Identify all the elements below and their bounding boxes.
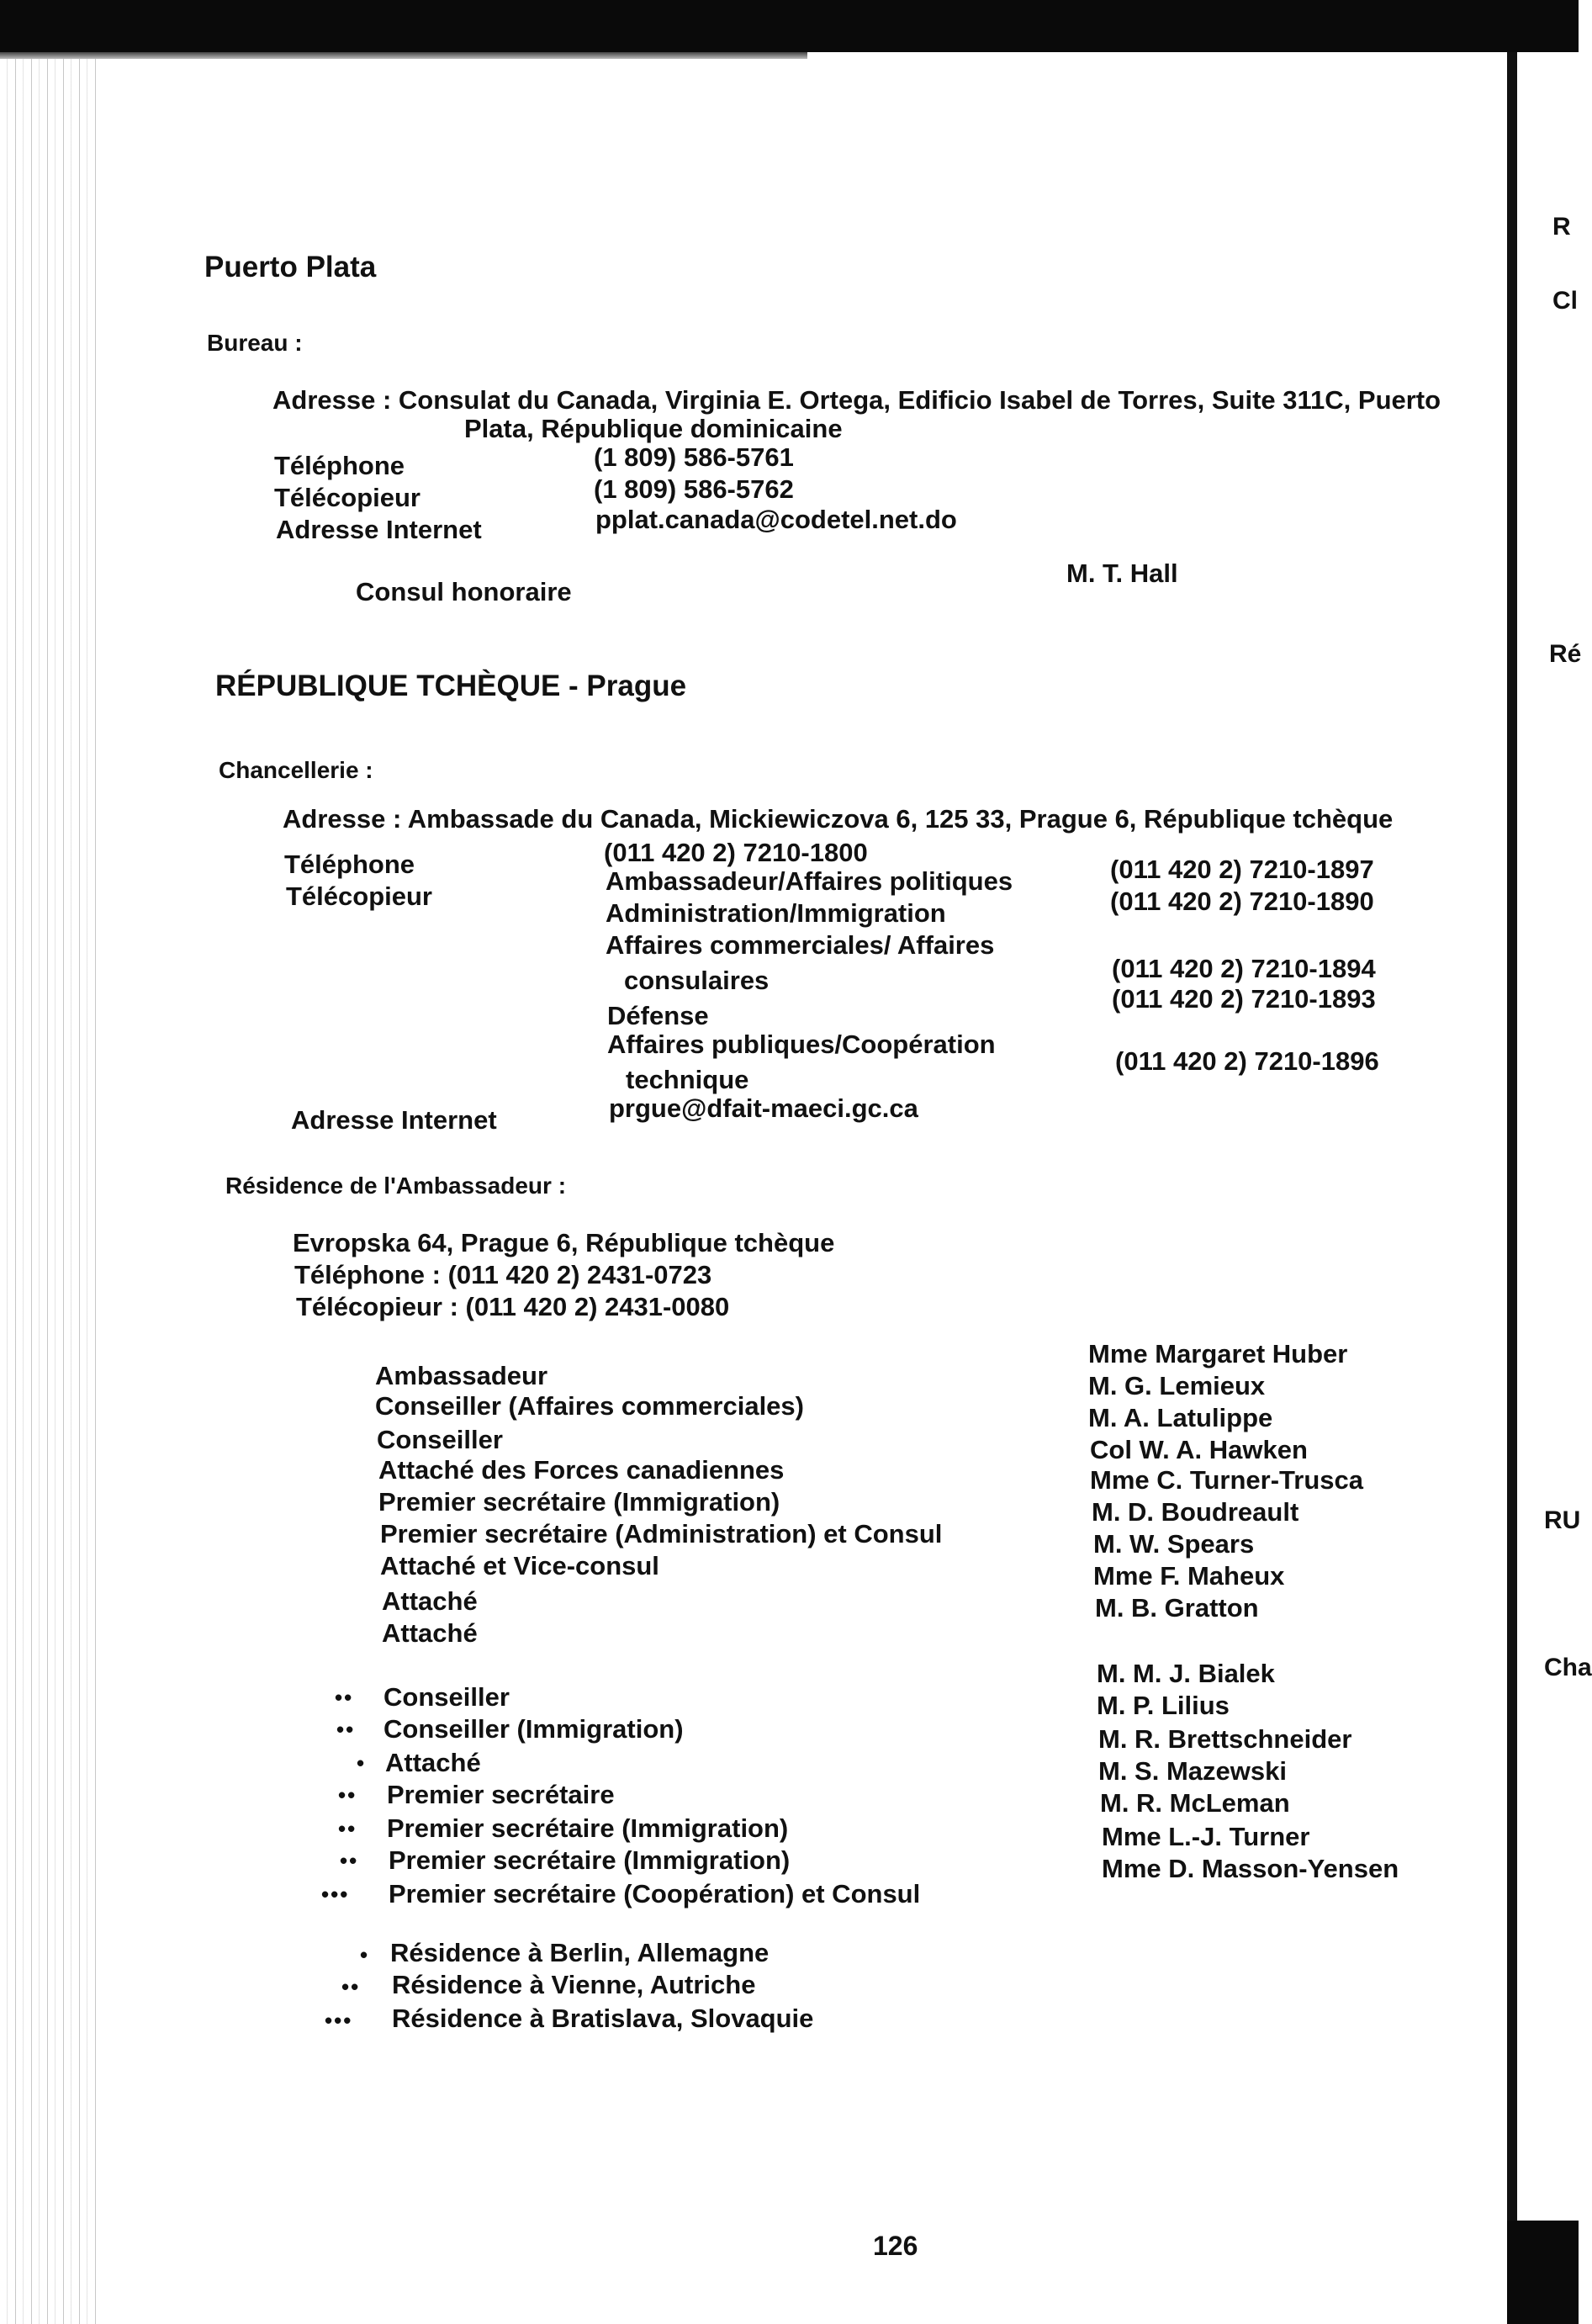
residence-mark: • (357, 1750, 367, 1776)
staff-title: Premier secrétaire (Administration) et Consul (380, 1519, 943, 1548)
nonresident-title: Premier secrétaire (387, 1780, 615, 1809)
fax-value: (1 809) 586-5762 (594, 474, 794, 504)
residence-label: Résidence de l'Ambassadeur : (225, 1173, 567, 1199)
staff-title: Conseiller (Affaires commerciales) (375, 1391, 804, 1421)
fax-line-number: (011 420 2) 7210-1893 (1112, 984, 1376, 1014)
czech-address: Adresse : Ambassade du Canada, Mickiewiczova 6, 125 33, Prague 6, République tchèque (283, 804, 1394, 834)
bureau-label: Bureau : (207, 330, 303, 356)
staff-name: M. A. Latulippe (1088, 1403, 1273, 1432)
staff-title: Premier secrétaire (Immigration) (378, 1487, 780, 1517)
nonresident-title: Premier secrétaire (Coopération) et Consul (389, 1879, 921, 1908)
consul-title: Consul honoraire (356, 577, 572, 606)
legend-text: Résidence à Vienne, Autriche (392, 1970, 756, 1999)
nonresident-title: Attaché (385, 1748, 481, 1777)
next-page-fragment: RU (1544, 1506, 1581, 1534)
czech-phone-value: (011 420 2) 7210-1800 (604, 838, 868, 867)
consul-name: M. T. Hall (1066, 559, 1178, 588)
nonresident-name: M. R. Brettschneider (1098, 1724, 1352, 1754)
staff-title: Conseiller (377, 1425, 503, 1454)
scan-top-border (0, 0, 1579, 52)
scan-binding-shadow (1507, 52, 1517, 2324)
phone-label: Téléphone (274, 451, 405, 480)
nonresident-name: M. P. Lilius (1097, 1691, 1230, 1720)
staff-title: Attaché et Vice-consul (380, 1551, 659, 1580)
czech-internet-label: Adresse Internet (291, 1105, 497, 1135)
legend-mark: ••• (325, 2008, 353, 2033)
residence-mark: •• (336, 1717, 356, 1742)
fax-line-label-cont: consulaires (624, 966, 770, 995)
fax-line-label: Affaires publiques/Coopération (607, 1030, 996, 1059)
staff-name: Mme C. Turner-Trusca (1090, 1465, 1364, 1495)
legend-mark: •• (341, 1974, 361, 1999)
page-number: 126 (873, 2231, 918, 2261)
fax-line-label: Ambassadeur/Affaires politiques (606, 866, 1013, 896)
chancellery-label: Chancellerie : (219, 757, 373, 783)
nonresident-name: M. R. McLeman (1100, 1788, 1290, 1818)
fax-line-number: (011 420 2) 7210-1894 (1112, 954, 1376, 983)
fax-label: Télécopieur (274, 483, 420, 512)
residence-address: Evropska 64, Prague 6, République tchèque (293, 1228, 835, 1257)
fax-line-label: Affaires commerciales/ Affaires (606, 930, 995, 960)
czech-internet-value: prgue@dfait-maeci.gc.ca (609, 1093, 918, 1123)
scan-left-page-edges (0, 59, 101, 2324)
fax-line-number: (011 420 2) 7210-1897 (1110, 855, 1374, 884)
czech-fax-label: Télécopieur (286, 881, 432, 911)
residence-phone: Téléphone : (011 420 2) 2431-0723 (294, 1260, 712, 1289)
next-page-strip (1517, 52, 1582, 2324)
internet-value: pplat.canada@codetel.net.do (595, 505, 957, 534)
address-line2: Plata, République dominicaine (464, 414, 843, 443)
next-page-fragment: Ré (1549, 640, 1582, 668)
residence-mark: •• (338, 1782, 357, 1808)
czech-phone-label: Téléphone (284, 850, 415, 879)
nonresident-title: Conseiller (383, 1682, 510, 1712)
scan-top-rule (0, 52, 807, 59)
next-page-fragment: Cha (1544, 1654, 1592, 1681)
next-page-fragment: Cl (1552, 287, 1578, 315)
staff-name: Mme Margaret Huber (1088, 1339, 1348, 1368)
address-line1: Adresse : Consulat du Canada, Virginia E. Ortega, Edificio Isabel de Torres, Suite 311C, Puerto (272, 385, 1441, 415)
residence-mark: •• (335, 1685, 354, 1710)
nonresident-name: M. M. J. Bialek (1097, 1659, 1275, 1688)
fax-line-label-cont: technique (626, 1065, 749, 1094)
staff-name: Col W. A. Hawken (1090, 1435, 1308, 1464)
nonresident-name: M. S. Mazewski (1098, 1756, 1287, 1786)
fax-line-number: (011 420 2) 7210-1890 (1110, 887, 1374, 916)
next-page-fragment: R (1552, 213, 1571, 241)
nonresident-title: Conseiller (Immigration) (383, 1714, 684, 1744)
nonresident-name: Mme D. Masson-Yensen (1102, 1854, 1399, 1883)
nonresident-name: Mme L.-J. Turner (1102, 1822, 1310, 1851)
nonresident-title: Premier secrétaire (Immigration) (389, 1845, 791, 1875)
staff-title: Attaché (382, 1618, 478, 1648)
staff-name: M. W. Spears (1093, 1529, 1255, 1559)
staff-name: M. G. Lemieux (1088, 1371, 1266, 1400)
staff-title: Attaché des Forces canadiennes (378, 1455, 785, 1485)
section-title-czech: RÉPUBLIQUE TCHÈQUE - Prague (215, 670, 687, 702)
staff-title: Attaché (382, 1586, 478, 1616)
nonresident-title: Premier secrétaire (Immigration) (387, 1813, 789, 1843)
staff-name: M. D. Boudreault (1092, 1497, 1299, 1527)
residence-mark: ••• (321, 1882, 350, 1907)
fax-line-label: Défense (607, 1001, 709, 1030)
fax-line-number: (011 420 2) 7210-1896 (1115, 1046, 1379, 1076)
staff-name: Mme F. Maheux (1093, 1561, 1285, 1591)
staff-name: M. B. Gratton (1095, 1593, 1259, 1623)
scan-bottom-corner (1507, 2221, 1579, 2324)
section-title-puerto-plata: Puerto Plata (204, 251, 377, 283)
fax-line-label: Administration/Immigration (606, 898, 946, 928)
internet-label: Adresse Internet (276, 515, 482, 544)
residence-mark: •• (338, 1816, 357, 1841)
legend-text: Résidence à Bratislava, Slovaquie (392, 2004, 814, 2033)
residence-mark: •• (340, 1848, 359, 1873)
residence-fax: Télécopieur : (011 420 2) 2431-0080 (296, 1292, 730, 1321)
staff-title: Ambassadeur (375, 1361, 548, 1390)
legend-mark: • (360, 1942, 370, 1967)
phone-value: (1 809) 586-5761 (594, 442, 794, 472)
legend-text: Résidence à Berlin, Allemagne (390, 1938, 770, 1967)
